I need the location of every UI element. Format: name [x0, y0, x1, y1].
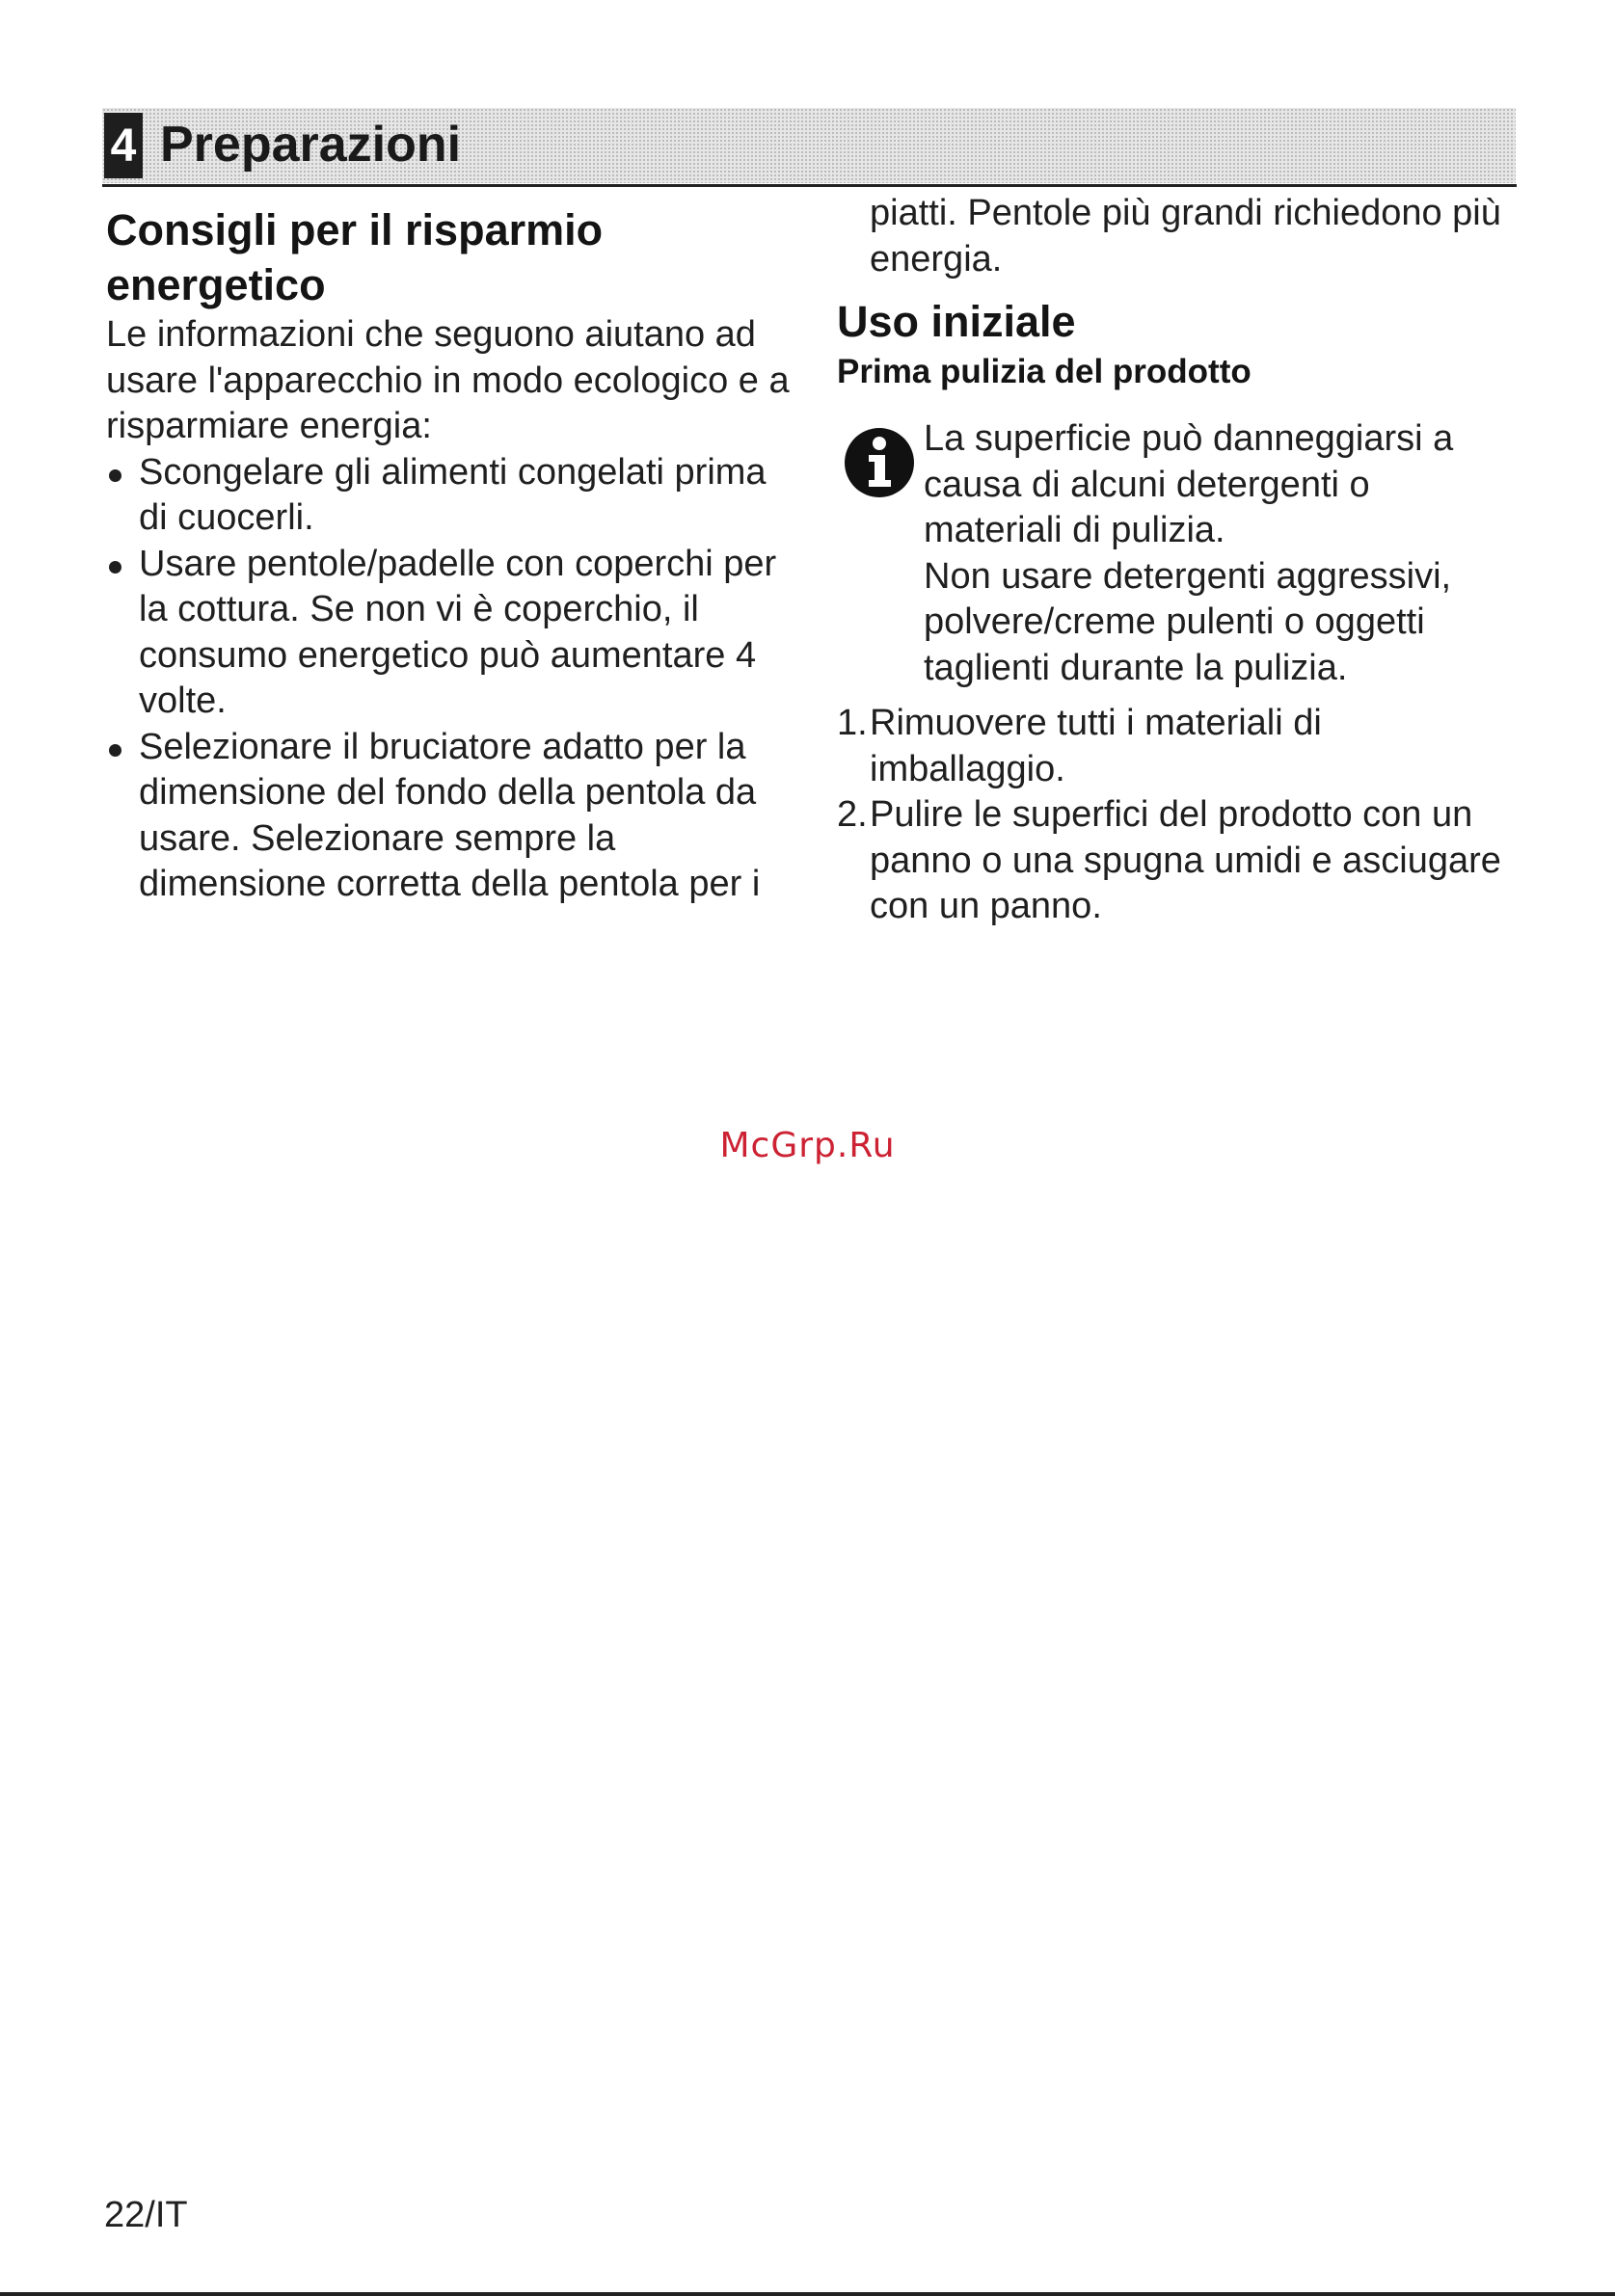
list-item — [837, 701, 1512, 792]
first-cleaning-subheading: Prima pulizia del prodotto — [837, 353, 1252, 390]
list-item: Usare pentole/padelle con coperchi per la cottura. Se non vi è coperchio, il consumo energetico può aumentare 4 volte. — [106, 542, 800, 725]
watermark: McGrp.Ru — [719, 1126, 896, 1165]
initial-use-heading: Uso iniziale — [837, 297, 1076, 346]
list-item: Selezionare il bruciatore adatto per la dimensione del fondo della pentola da usare. Selezionare sempre la dimensione corretta della pentola per i — [106, 725, 800, 908]
energy-saving-heading: Consigli per il risparmio energetico — [106, 205, 604, 309]
energy-saving-intro: Le informazioni che seguono aiutano ad usare l'apparecchio in modo ecologico e a risparmiare energia: — [106, 314, 790, 446]
bottom-rule — [0, 2292, 1615, 2296]
step-number: 2. — [837, 794, 868, 835]
info-icon — [843, 426, 916, 499]
list-item — [837, 792, 1512, 930]
bullet-continuation: piatti. Pentole più grandi richiedono più energia. — [870, 193, 1501, 280]
info-text-damage: La superficie può danneggiarsi a causa di alcuni detergenti o materiali di pulizia. — [924, 418, 1454, 550]
list-item: Scongelare gli alimenti congelati prima di cuocerli. — [106, 450, 800, 542]
chapter-number-badge: 4 — [104, 113, 143, 178]
energy-saving-tips — [106, 450, 800, 908]
step-number: 1. — [837, 703, 868, 743]
header-rule — [102, 184, 1517, 187]
page-number: 22/IT — [104, 2195, 188, 2235]
left-column — [106, 202, 800, 908]
chapter-title: Preparazioni — [160, 117, 462, 173]
info-text-detergents: Non usare detergenti aggressivi, polvere/creme pulenti o oggetti taglienti durante la pulizia. — [924, 555, 1452, 688]
cleaning-steps — [837, 701, 1512, 930]
step-text: Pulire le superfici del prodotto con un panno o una spugna umidi e asciugare con un panno. — [870, 794, 1501, 926]
right-column — [837, 191, 1512, 930]
info-note — [837, 416, 1512, 691]
step-text: Rimuovere tutti i materiali di imballaggio. — [870, 703, 1322, 789]
